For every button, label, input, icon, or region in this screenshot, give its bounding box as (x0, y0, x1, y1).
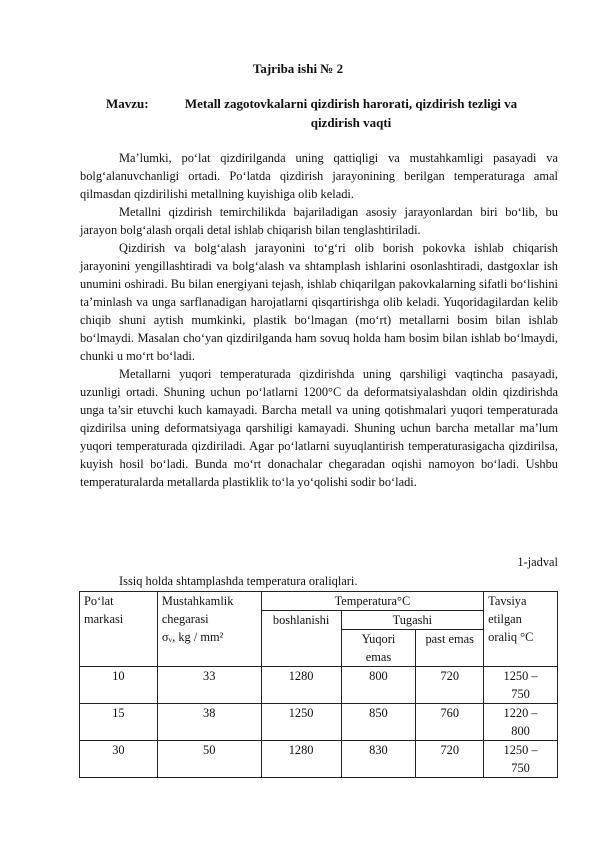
topic-label: Mavzu: (106, 96, 149, 111)
table-row (80, 667, 558, 704)
cell-grade: 15 (80, 704, 158, 741)
cell-start: 1250 (261, 704, 341, 741)
paragraph: Ma’lumki, po‘lat qizdirilganda uning qattiqligi va mustahkamligi pasayadi va bolg‘alanuvchanligi ortadi. Po‘latda qizdirish jarayonining berilgan temperaturaga amal qilmasdan qizdirilishi metallning kuyishiga olib keladi. (80, 151, 558, 201)
cell-text: 800 (511, 724, 530, 738)
cell-start: 1280 (261, 667, 341, 704)
header-text: σᵥ, kg / mm² (161, 630, 224, 644)
header-text: Mustahkamlik (161, 594, 234, 608)
paragraph: Metallarni yuqori temperaturada qizdirishda uning qarshiligi vaqtincha pasayadi, uzunligi ortadi. Shuning uchun po‘latlarni 1200°C da deformatsiyalashdan oldin qizdirishda unga ta’sir etuvchi kuch kamayadi. Barcha metall va uning qotishmalari yuqori temperaturada qizdirilsa uning deformatsiyaga qarshiligi kamayadi. Shuning uchun barcha metallar ma’lum yuqori temperaturada qizdiriladi. Agar po‘latlarni suyuqlantirish temperaturasigacha qizdirilsa, kuyish hosil bo‘ladi. Bunda mo‘rt donachalar chegaradan oqishi namoyon bo‘ladi. Ushbu temperaturalarda metallarda plastiklik to‘la yo‘qolishi sodir bo‘ladi. (80, 367, 558, 489)
table-row (80, 704, 558, 741)
header-text: chegarasi (161, 612, 209, 626)
cell-upper: 850 (341, 704, 416, 741)
header-text: emas (365, 650, 392, 664)
page-title: Tajriba ishi № 2 (252, 61, 344, 76)
cell-strength: 33 (157, 667, 261, 704)
cell-strength: 50 (157, 741, 261, 778)
cell-lower: 720 (416, 741, 484, 778)
cell-range (484, 667, 558, 704)
header-lower: past emas (416, 630, 484, 667)
header-start: boshlanishi (261, 611, 341, 667)
cell-grade: 10 (80, 667, 158, 704)
cell-start: 1280 (261, 741, 341, 778)
temperature-table (79, 591, 558, 778)
cell-text: 750 (511, 761, 530, 775)
header-text: etilgan (488, 612, 522, 626)
table-number: 1-jadval (517, 555, 558, 569)
header-text: Tavsiya (488, 594, 527, 608)
topic-text: Metall zagotovkalarni qizdirish harorati, qizdirish tezligi va qizdirish vaqti (184, 96, 518, 130)
cell-range (484, 741, 558, 778)
header-upper (341, 630, 416, 667)
cell-text: 1220 – (503, 706, 538, 720)
header-strength-limit (157, 592, 261, 667)
header-text: oraliq °C (488, 630, 534, 644)
header-text: Po‘lat (84, 594, 114, 608)
header-recommended-range (484, 592, 558, 667)
cell-range (484, 704, 558, 741)
cell-text: 1250 – (503, 743, 538, 757)
table-row (80, 741, 558, 778)
cell-lower: 720 (416, 667, 484, 704)
paragraph: Qizdirish va bolg‘alash jarayonini to‘g‘ri olib borish pokovka ishlab chiqarish jarayonini yengillashtiradi va bolg‘alash va shtamplash ishlarini osonlashtiradi, dastgoxlar ish unumini oshiradi. Bu bilan energiyani tejash, ishlab chiqarilgan pakovkalarning sifatli bo‘lishini ta’minlash va unga sarflanadigan harojatlarni qisqartirishga olib keladi. Yuqoridagilardan kelib chiqib shuni aytish mumkinki, plastik bo‘lmagan (mo‘rt) metallarni bosim bilan ishlab bo‘lmaydi. Masalan cho‘yan qizdirilganda ham sovuq holda ham bosim bilan ishlab bo‘lmaydi, chunki u mo‘rt bo‘ladi. (80, 241, 558, 363)
header-end: Tugashi (341, 611, 484, 630)
header-steel-grade (80, 592, 158, 667)
paragraph: Metallni qizdirish temirchilikda bajariladigan asosiy jarayonlardan biri bo‘lib, bu jarayon bolg‘alash orqali detal ishlab chiqarish bilan tenglashtiriladi. (80, 205, 558, 237)
cell-strength: 38 (157, 704, 261, 741)
header-temperature: Temperatura°C (261, 592, 483, 611)
cell-text: 1250 – (503, 669, 538, 683)
cell-upper: 830 (341, 741, 416, 778)
cell-upper: 800 (341, 667, 416, 704)
header-text: Yuqori (361, 632, 396, 646)
table-header-row (80, 592, 558, 611)
cell-grade: 30 (80, 741, 158, 778)
cell-text: 750 (511, 687, 530, 701)
table-caption: Issiq holda shtamplashda temperatura oraliqlari. (119, 574, 358, 588)
cell-lower: 760 (416, 704, 484, 741)
body-text (80, 149, 558, 491)
header-text: markasi (84, 612, 124, 626)
